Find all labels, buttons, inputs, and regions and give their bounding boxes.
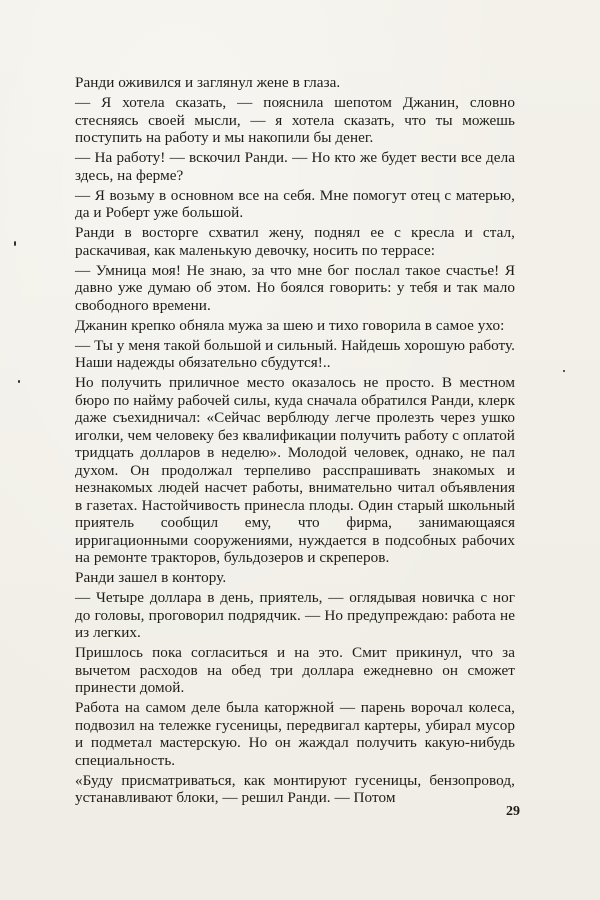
paragraph: — Ты у меня такой большой и сильный. Найдешь хорошую работу. Наши надежды обязательно сбудутся!.. — [75, 336, 515, 371]
paragraph: Но получить приличное место оказалось не просто. В местном бюро по найму рабочей силы, куда сначала обратился Ранди, клерк даже съехидничал: «Сейчас верблюду легче пролезть через ушко иголки, чем человеку без квалификации получить работу с оплатой тридцать долларов в неделю». Молодой человек, однако, не пал духом. Он продолжал терпеливо расспрашивать знакомых и незнакомых людей насчет работы, внимательно читал объявления в газетах. Настойчивость принесла плоды. Один старый школьный приятель сообщил ему, что фирма, занимающаяся ирригационными сооружениями, нуждается в подсобных рабочих на ремонте тракторов, бульдозеров и скреперов. — [75, 374, 515, 566]
paragraph: — Я хотела сказать, — пояснила шепотом Джанин, словно стесняясь своей мысли, — я хотела сказать, что ты можешь поступить на работу и мы накопили бы денег. — [75, 94, 515, 146]
ink-speck — [18, 380, 20, 383]
ink-speck — [14, 241, 16, 246]
paragraph: Пришлось пока согласиться и на это. Смит прикинул, что за вычетом расходов на обед три доллара ежедневно он сможет принести домой. — [75, 644, 515, 696]
ink-speck — [563, 370, 565, 372]
paragraph: Ранди зашел в контору. — [75, 569, 227, 586]
paragraph: Работа на самом деле была каторжной — парень ворочал колеса, подвозил на тележке гусеницы, передвигал картеры, убирал мусор и подметал мастерскую. Но он жаждал получить какую-нибудь специальность. — [75, 699, 515, 769]
paragraph: — На работу! — вскочил Ранди. — Но кто же будет вести все дела здесь, на ферме? — [75, 149, 515, 184]
paragraph: — Я возьму в основном все на себя. Мне помогут отец с матерью, да и Роберт уже большой. — [75, 186, 515, 221]
page-number: 29 — [506, 804, 520, 819]
paragraph: «Буду присматриваться, как монтируют гусеницы, бензопровод, устанавливают блоки, — решил Ранди. — Потом — [75, 771, 515, 806]
paragraph: — Четыре доллара в день, приятель, — оглядывая новичка с ног до головы, проговорил подрядчик. — Но предупреждаю: работа не из легких. — [75, 589, 515, 641]
body-text — [75, 74, 515, 809]
paragraph: Джанин крепко обняла мужа за шею и тихо говорила в самое ухо: — [75, 316, 505, 334]
paragraph: Ранди в восторге схватил жену, поднял ее с кресла и стал, раскачивая, как маленькую девочку, носить по террасе: — [75, 224, 515, 259]
paragraph: Ранди оживился и заглянул жене в глаза. — [75, 74, 341, 91]
paragraph: — Умница моя! Не знаю, за что мне бог послал такое счастье! Я давно уже думаю об этом. Но боялся говорить: у тебя и так мало свободного времени. — [75, 261, 515, 314]
